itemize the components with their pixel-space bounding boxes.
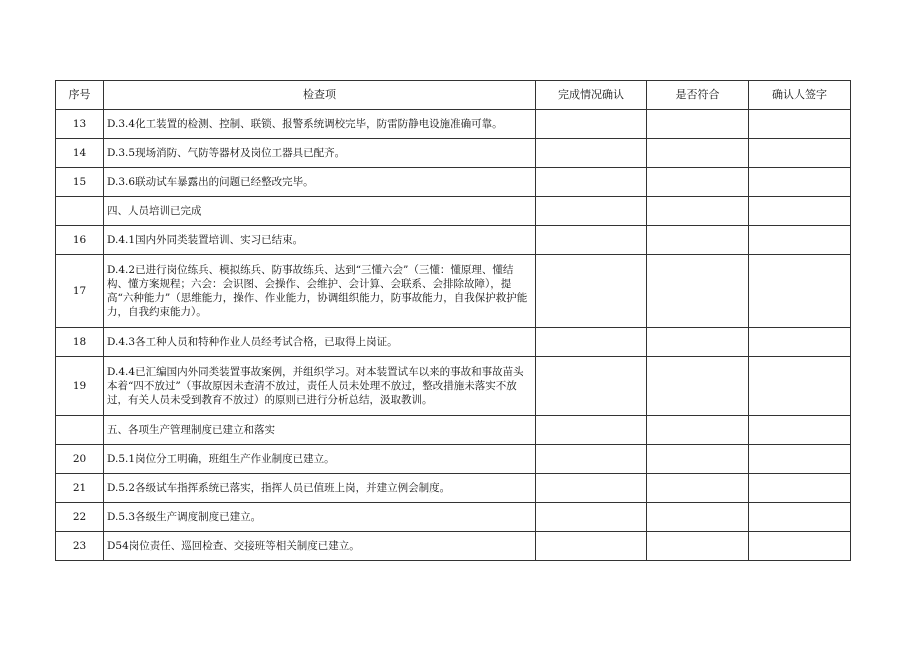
table-row bbox=[56, 532, 851, 561]
completion-cell[interactable] bbox=[536, 445, 647, 474]
signature-cell[interactable] bbox=[749, 139, 851, 168]
compliance-cell[interactable] bbox=[647, 416, 749, 445]
check-item-text: D.3.5现场消防、气防等器材及岗位工器具已配齐。 bbox=[104, 139, 536, 168]
row-number bbox=[56, 416, 104, 445]
completion-cell[interactable] bbox=[536, 474, 647, 503]
compliance-cell[interactable] bbox=[647, 474, 749, 503]
check-item-text: D.5.2各级试车指挥系统已落实，指挥人员已值班上岗，并建立例会制度。 bbox=[104, 474, 536, 503]
signature-cell[interactable] bbox=[749, 197, 851, 226]
check-item-text: D.5.1岗位分工明确，班组生产作业制度已建立。 bbox=[104, 445, 536, 474]
table-row bbox=[56, 255, 851, 328]
completion-cell[interactable] bbox=[536, 226, 647, 255]
check-item-text: D.4.1国内外同类装置培训、实习已结束。 bbox=[104, 226, 536, 255]
header-compliance: 是否符合 bbox=[647, 81, 749, 110]
signature-cell[interactable] bbox=[749, 416, 851, 445]
table-row bbox=[56, 226, 851, 255]
compliance-cell[interactable] bbox=[647, 255, 749, 328]
compliance-cell[interactable] bbox=[647, 226, 749, 255]
signature-cell[interactable] bbox=[749, 255, 851, 328]
compliance-cell[interactable] bbox=[647, 197, 749, 226]
compliance-cell[interactable] bbox=[647, 445, 749, 474]
completion-cell[interactable] bbox=[536, 110, 647, 139]
section-title: 五、各项生产管理制度已建立和落实 bbox=[104, 416, 536, 445]
header-no: 序号 bbox=[56, 81, 104, 110]
header-signature: 确认人签字 bbox=[749, 81, 851, 110]
row-number: 22 bbox=[56, 503, 104, 532]
completion-cell[interactable] bbox=[536, 416, 647, 445]
signature-cell[interactable] bbox=[749, 168, 851, 197]
row-number: 20 bbox=[56, 445, 104, 474]
row-number: 19 bbox=[56, 357, 104, 416]
check-item-text: D.4.4已汇编国内外同类装置事故案例，并组织学习。对本装置试车以来的事故和事故苗头本着“四不放过”（事故原因未查清不放过，责任人员未处理不放过，整改措施未落实不放过，有关人员未受到教育不放过）的原则已进行分析总结，汲取教训。 bbox=[104, 357, 536, 416]
completion-cell[interactable] bbox=[536, 532, 647, 561]
section-title: 四、人员培训已完成 bbox=[104, 197, 536, 226]
check-item-text: D54岗位责任、巡回检查、交接班等相关制度已建立。 bbox=[104, 532, 536, 561]
table-row bbox=[56, 474, 851, 503]
check-item-text: D.5.3各级生产调度制度已建立。 bbox=[104, 503, 536, 532]
signature-cell[interactable] bbox=[749, 110, 851, 139]
signature-cell[interactable] bbox=[749, 226, 851, 255]
signature-cell[interactable] bbox=[749, 503, 851, 532]
row-number: 17 bbox=[56, 255, 104, 328]
check-item-text: D.3.4化工装置的检测、控制、联锁、报警系统调校完毕，防雷防静电设施准确可靠。 bbox=[104, 110, 536, 139]
signature-cell[interactable] bbox=[749, 445, 851, 474]
header-completion: 完成情况确认 bbox=[536, 81, 647, 110]
table-row bbox=[56, 168, 851, 197]
signature-cell[interactable] bbox=[749, 532, 851, 561]
compliance-cell[interactable] bbox=[647, 110, 749, 139]
signature-cell[interactable] bbox=[749, 474, 851, 503]
row-number: 16 bbox=[56, 226, 104, 255]
completion-cell[interactable] bbox=[536, 255, 647, 328]
table-row bbox=[56, 110, 851, 139]
table-row bbox=[56, 328, 851, 357]
completion-cell[interactable] bbox=[536, 328, 647, 357]
table-row bbox=[56, 503, 851, 532]
row-number: 23 bbox=[56, 532, 104, 561]
section-row bbox=[56, 416, 851, 445]
compliance-cell[interactable] bbox=[647, 532, 749, 561]
check-item-text: D.3.6联动试车暴露出的问题已经整改完毕。 bbox=[104, 168, 536, 197]
row-number: 13 bbox=[56, 110, 104, 139]
row-number bbox=[56, 197, 104, 226]
table-row bbox=[56, 139, 851, 168]
check-item-text: D.4.3各工种人员和特种作业人员经考试合格，已取得上岗证。 bbox=[104, 328, 536, 357]
completion-cell[interactable] bbox=[536, 197, 647, 226]
check-item-text: D.4.2已进行岗位练兵、模拟练兵、防事故练兵、达到“三懂六会”（三懂：懂原理、懂结构、懂方案规程；六会：会识图、会操作、会维护、会计算、会联系、会排除故障），提高“六种能力”（思维能力，操作、作业能力，协调组织能力，防事故能力，自我保护救护能力，自我约束能力）。 bbox=[104, 255, 536, 328]
compliance-cell[interactable] bbox=[647, 168, 749, 197]
completion-cell[interactable] bbox=[536, 168, 647, 197]
signature-cell[interactable] bbox=[749, 328, 851, 357]
table-row bbox=[56, 357, 851, 416]
header-item: 检查项 bbox=[104, 81, 536, 110]
header-row bbox=[56, 81, 851, 110]
compliance-cell[interactable] bbox=[647, 357, 749, 416]
completion-cell[interactable] bbox=[536, 139, 647, 168]
checklist-table bbox=[55, 80, 851, 561]
section-row bbox=[56, 197, 851, 226]
completion-cell[interactable] bbox=[536, 503, 647, 532]
compliance-cell[interactable] bbox=[647, 503, 749, 532]
table-row bbox=[56, 445, 851, 474]
row-number: 15 bbox=[56, 168, 104, 197]
row-number: 14 bbox=[56, 139, 104, 168]
row-number: 21 bbox=[56, 474, 104, 503]
completion-cell[interactable] bbox=[536, 357, 647, 416]
compliance-cell[interactable] bbox=[647, 328, 749, 357]
row-number: 18 bbox=[56, 328, 104, 357]
signature-cell[interactable] bbox=[749, 357, 851, 416]
compliance-cell[interactable] bbox=[647, 139, 749, 168]
